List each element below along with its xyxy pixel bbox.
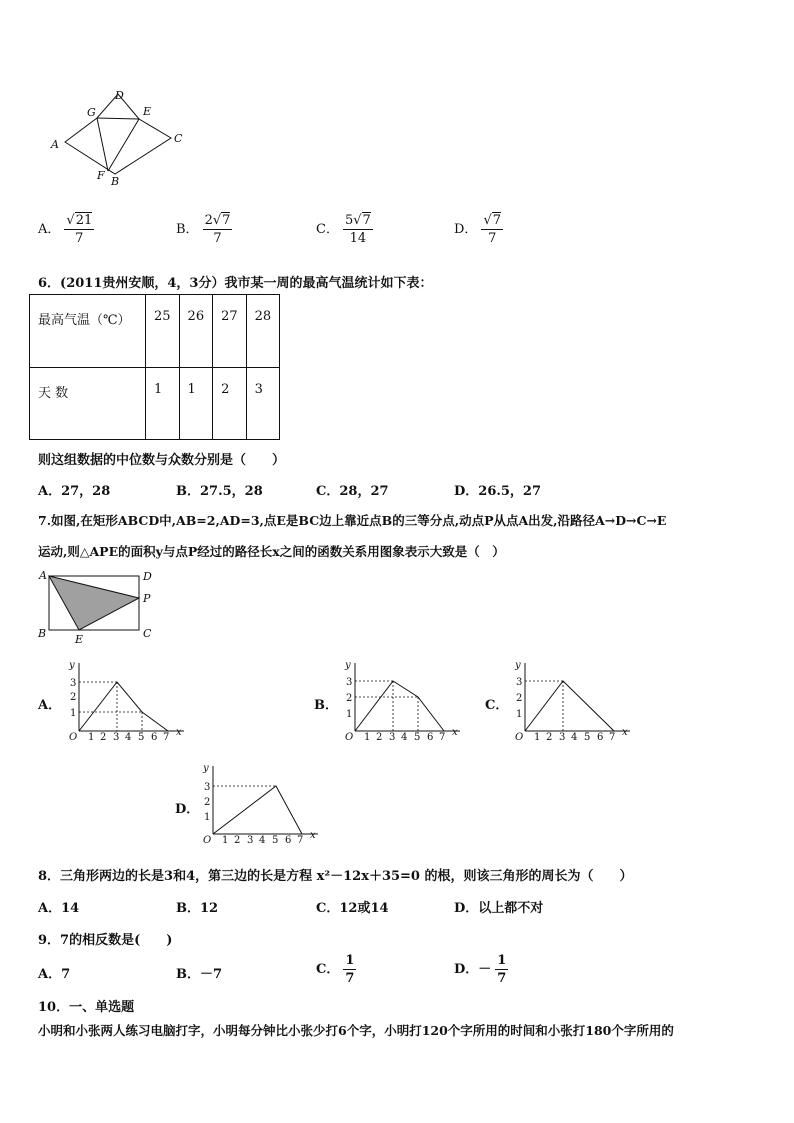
q6-stem: 6．(2011贵州安顺，4，3分）我市某一周的最高气温统计如下表： [38, 276, 433, 291]
tick-label: 3 [70, 678, 77, 689]
q7-option-a[interactable]: A． [38, 698, 62, 713]
tick-label: 2 [204, 797, 211, 808]
y-axis-label: y [515, 660, 521, 671]
rect-label-c: C [143, 627, 152, 640]
tick-label: 1 [222, 835, 229, 846]
graph-a [62, 659, 192, 744]
tick-label: 1 [204, 812, 211, 823]
tick-label: 2 [516, 693, 523, 704]
tick-label: 2 [376, 732, 383, 743]
origin-label: O [515, 732, 524, 743]
rect-label-b: B [38, 627, 47, 640]
q9-option-b[interactable]: B．－7 [176, 967, 223, 982]
tick-label: 4 [259, 835, 266, 846]
tick-label: 5 [584, 732, 591, 743]
q9-stem: 9．7的相反数是( ) [38, 933, 173, 948]
graph-b [338, 659, 468, 744]
tick-label: 3 [389, 732, 396, 743]
temperature-table [29, 294, 280, 440]
rect-label-p: P [143, 592, 151, 605]
tick-label: 6 [427, 732, 434, 743]
tick-label: 4 [571, 732, 578, 743]
x-axis-label: x [176, 727, 182, 738]
q7-option-c[interactable]: C． [485, 698, 509, 713]
tick-label: 3 [559, 732, 566, 743]
q5-option-c[interactable]: C． $\frac{5√7}{14}$ [316, 213, 371, 246]
q9-option-c[interactable]: C． $\frac{1}{7}$ [316, 953, 355, 986]
tick-label: 6 [597, 732, 604, 743]
y-axis-label: y [203, 763, 209, 774]
y-axis-label: y [69, 660, 75, 671]
table-cell: 25 [146, 295, 180, 368]
tick-label: 3 [516, 677, 523, 688]
x-axis-label: x [310, 830, 316, 841]
q8-option-d[interactable]: D．以上都不对 [454, 901, 544, 916]
tick-label: 2 [346, 693, 353, 704]
table-cell: 28 [246, 295, 280, 368]
q10-heading: 10．一、单选题 [38, 1000, 135, 1015]
y-axis-label: y [345, 660, 351, 671]
q5-option-b[interactable]: B． $\frac{2√7}{7}$ [176, 213, 231, 246]
tick-label: 3 [204, 782, 211, 793]
tick-label: 7 [439, 732, 446, 743]
rhombus-figure [45, 86, 195, 190]
table-cell: 1 [179, 368, 213, 440]
tick-label: 7 [609, 732, 616, 743]
q8-option-c[interactable]: C．12或14 [316, 901, 389, 916]
tick-label: 4 [125, 732, 132, 743]
tick-label: 1 [346, 709, 353, 720]
table-cell: 27 [213, 295, 247, 368]
tick-label: 4 [401, 732, 408, 743]
x-axis-label: x [622, 727, 628, 738]
tick-label: 1 [70, 708, 77, 719]
origin-label: O [203, 835, 212, 846]
table-cell: 2 [213, 368, 247, 440]
tick-label: 2 [70, 692, 77, 703]
q8-option-b[interactable]: B．12 [176, 901, 219, 916]
label-d: D [115, 89, 124, 102]
q6-option-c[interactable]: C．28，27 [316, 484, 389, 499]
table-cell: 3 [246, 368, 280, 440]
origin-label: O [345, 732, 354, 743]
label-e: E [143, 105, 152, 118]
q5-option-a[interactable]: A． $\frac{√21}{7}$ [38, 213, 93, 246]
tick-label: 2 [100, 732, 107, 743]
tick-label: 3 [113, 732, 120, 743]
label-g: G [87, 106, 96, 119]
tick-label: 7 [297, 835, 304, 846]
q10-text: 小明和小张两人练习电脑打字，小明每分钟比小张少打6个字，小明打120个字所用的时间和小张打180个字所用的 [38, 1023, 674, 1038]
label-f: F [97, 169, 105, 182]
tick-label: 1 [88, 732, 95, 743]
table-header-temp: 最高气温（℃） [30, 295, 146, 368]
q5-option-d[interactable]: D． $\frac{√7}{7}$ [454, 213, 502, 246]
q7-stem-line1: 7.如图,在矩形ABCD中,AB=2,AD=3,点E是BC边上靠近点B的三等分点,动点P从点A出发,沿路径A→D→C→E [38, 513, 667, 528]
tick-label: 5 [272, 835, 279, 846]
rect-label-e: E [75, 633, 84, 646]
q6-option-d[interactable]: D．26.5，27 [454, 484, 542, 499]
tick-label: 2 [546, 732, 553, 743]
graph-d [196, 762, 326, 847]
tick-label: 1 [516, 709, 523, 720]
q8-stem: 8．三角形两边的长是3和4，第三边的长是方程 x²－12x＋35=0 的根，则该三角形的周长为（ ） [38, 869, 633, 884]
tick-label: 5 [414, 732, 421, 743]
q7-option-b[interactable]: B． [314, 698, 338, 713]
rect-label-a: A [39, 569, 47, 582]
tick-label: 1 [364, 732, 371, 743]
table-cell: 26 [179, 295, 213, 368]
q6-question: 则这组数据的中位数与众数分别是（ ） [38, 453, 286, 468]
q9-option-d[interactable]: D．－ $\frac{1}{7}$ [454, 953, 507, 986]
x-axis-label: x [452, 727, 458, 738]
q6-option-b[interactable]: B．27.5，28 [176, 484, 263, 499]
rect-label-d: D [143, 570, 152, 583]
tick-label: 6 [151, 732, 158, 743]
graph-c [508, 659, 638, 744]
tick-label: 3 [346, 677, 353, 688]
q7-option-d[interactable]: D． [175, 802, 200, 817]
table-header-days: 天 数 [30, 368, 146, 440]
q8-option-a[interactable]: A．14 [38, 901, 80, 916]
q7-stem-line2: 运动,则△APE的面积y与点P经过的路径长x之间的函数关系用图象表示大致是（ ） [38, 544, 505, 559]
label-a: A [51, 138, 59, 151]
tick-label: 7 [163, 732, 170, 743]
q9-option-a[interactable]: A．7 [38, 967, 71, 982]
tick-label: 6 [285, 835, 292, 846]
label-c: C [174, 132, 183, 145]
tick-label: 5 [138, 732, 145, 743]
label-b: B [111, 175, 120, 188]
table-cell: 1 [146, 368, 180, 440]
tick-label: 2 [234, 835, 241, 846]
rectangle-figure [35, 567, 160, 649]
origin-label: O [69, 732, 78, 743]
q6-option-a[interactable]: A．27，28 [38, 484, 111, 499]
tick-label: 3 [247, 835, 254, 846]
tick-label: 1 [534, 732, 541, 743]
